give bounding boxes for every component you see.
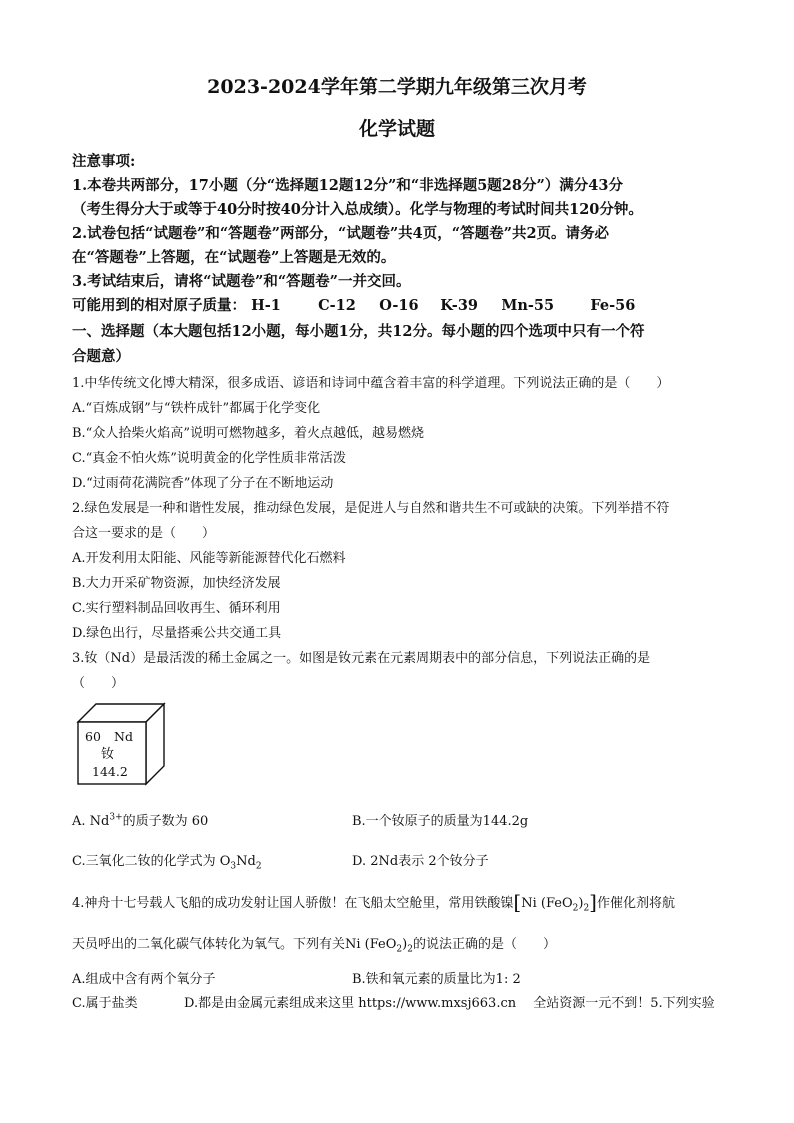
q4-formula-sub: 2: [396, 944, 403, 955]
q4-formula: Ni (FeO: [521, 896, 573, 911]
q4-option-a: A.组成中含有两个氧分子: [72, 972, 216, 987]
q4-stem-text: 4.神舟十七号载人飞船的成功发射让国人骄傲！在飞船太空舱里，常用铁酸镍: [72, 896, 514, 911]
atomic-mass-item: O-16: [379, 297, 419, 314]
q3-c-text: C.三氧化二钕的化学式为 O: [72, 854, 231, 869]
note-2-line-2: 在“答题卷”上答题，在“试题卷”上答题是无效的。: [72, 249, 396, 266]
section-heading-line-2: 合题意）: [72, 348, 130, 365]
atomic-mass-item: K-39: [440, 297, 478, 314]
q4-option-c: C.属于盐类: [72, 996, 138, 1011]
q3-a-text: 的质子数为 60: [122, 814, 209, 829]
q4-option-b: B.铁和氧元素的质量比为1: 2: [352, 972, 521, 987]
formula-bracket: [: [513, 890, 522, 914]
q3-option-c: [72, 850, 262, 872]
q2-option-a: A.开发利用太阳能、风能等新能源替代化石燃料: [72, 551, 346, 566]
q1-option-d: D.“过雨荷花满院香”体现了分子在不断地运动: [72, 476, 334, 491]
section-heading-line-1: 一、选择题（本大题包括12小题，每小题1分，共12分。每小题的四个选项中只有一个符: [72, 323, 645, 340]
q1-stem: 1.中华传统文化博大精深，很多成语、谚语和诗词中蕴含着丰富的科学道理。下列说法正确的是（ ）: [72, 376, 670, 391]
atomic-mass-item: Fe-56: [590, 297, 636, 314]
element-atomic-mass: 144.2: [92, 764, 128, 779]
element-atomic-number: 60: [85, 729, 101, 744]
q3-option-d: D. 2Nd表示 2个钕分子: [352, 854, 489, 869]
exam-subject: 化学试题: [358, 118, 435, 140]
q2-option-c: C.实行塑料制品回收再生、循环利用: [72, 601, 281, 616]
element-symbol: Nd: [114, 729, 133, 744]
q3-c-symbol: Nd: [236, 854, 256, 869]
note-1-line-2: （考生得分大于或等于40分时按40分计入总成绩）。化学与物理的考试时间共120分钟。: [72, 201, 643, 218]
q4-formula: ): [578, 896, 584, 911]
q4-formula-sub: 2: [583, 903, 590, 914]
note-3: 3.考试结束后，请将“试题卷”和“答题卷”一并交回。: [72, 273, 411, 290]
q4-formula: Ni (FeO: [345, 937, 397, 952]
atomic-mass-item: C-12: [318, 297, 356, 314]
q3-a-symbol: A. Nd: [72, 814, 110, 829]
q3-c-sub: 3: [230, 861, 237, 872]
atomic-mass-item: H-1: [251, 297, 281, 314]
q4-stem-line-2: [72, 933, 556, 955]
q4-formula-sub: 2: [407, 944, 413, 955]
element-name: 钕: [101, 747, 115, 762]
notes-heading: 注意事项:: [72, 153, 136, 170]
q2-option-b: B.大力开采矿物资源，加快经济发展: [72, 576, 281, 591]
note-1-line-1: 1.本卷共两部分，17小题（分“选择题12题12分”和“非选择题5题28分”）满分43分: [72, 177, 623, 194]
element-tile-figure: [74, 700, 168, 794]
q4-stem-text: 作催化剂将航: [596, 896, 675, 911]
atomic-mass-item: Mn-55: [501, 297, 555, 314]
q3-option-a: [72, 810, 208, 829]
q1-option-a: A.“百炼成钢”与“铁杵成针”都属于化学变化: [72, 401, 321, 416]
q4-stem-text: 的说法正确的是（ ）: [412, 937, 556, 952]
q2-option-d: D.绿色出行，尽量搭乘公共交通工具: [72, 626, 282, 641]
q4-formula: ): [402, 937, 408, 952]
q3-option-b: B.一个钕原子的质量为144.2g: [352, 814, 529, 829]
q4-formula-sub: 2: [572, 903, 579, 914]
atomic-mass-label: 可能用到的相对原子质量：: [72, 297, 246, 314]
exam-title: 2023-2024学年第二学期九年级第三次月考: [207, 76, 587, 98]
q3-stem-line-1: 3.钕（Nd）是最活泼的稀土金属之一。如图是钕元素在元素周期表中的部分信息，下列说法正确的是: [72, 651, 651, 666]
element-cube-drawing: [74, 700, 168, 790]
q4-stem-line-1: [72, 890, 675, 914]
q4-stem-text: 天员呼出的二氧化碳气体转化为氧气。下列有关: [72, 937, 346, 952]
q3-stem-line-2: （ ）: [72, 676, 125, 691]
q4-option-d: D.都是由金属元素组成来这里 https://www.mxsj663.cn 全站资源一元不到！5.下列实验: [184, 996, 715, 1011]
q2-stem-line-1: 2.绿色发展是一种和谐性发展，推动绿色发展，是促进人与自然和谐共生不可或缺的决策。下列举措不符: [72, 501, 670, 516]
q3-a-charge: 3+: [109, 812, 123, 823]
q1-option-b: B.“众人拾柴火焰高”说明可燃物越多，着火点越低，越易燃烧: [72, 426, 424, 441]
note-2-line-1: 2.试卷包括“试题卷”和“答题卷”两部分，“试题卷”共4页，“答题卷”共2页。请务必: [72, 225, 610, 242]
formula-bracket: ]: [589, 890, 597, 914]
atomic-mass-line: [72, 294, 635, 315]
q2-stem-line-2: 合这一要求的是（ ）: [72, 526, 216, 541]
q3-c-sub: 2: [255, 861, 262, 872]
q1-option-c: C.“真金不怕火炼”说明黄金的化学性质非常活泼: [72, 451, 346, 466]
